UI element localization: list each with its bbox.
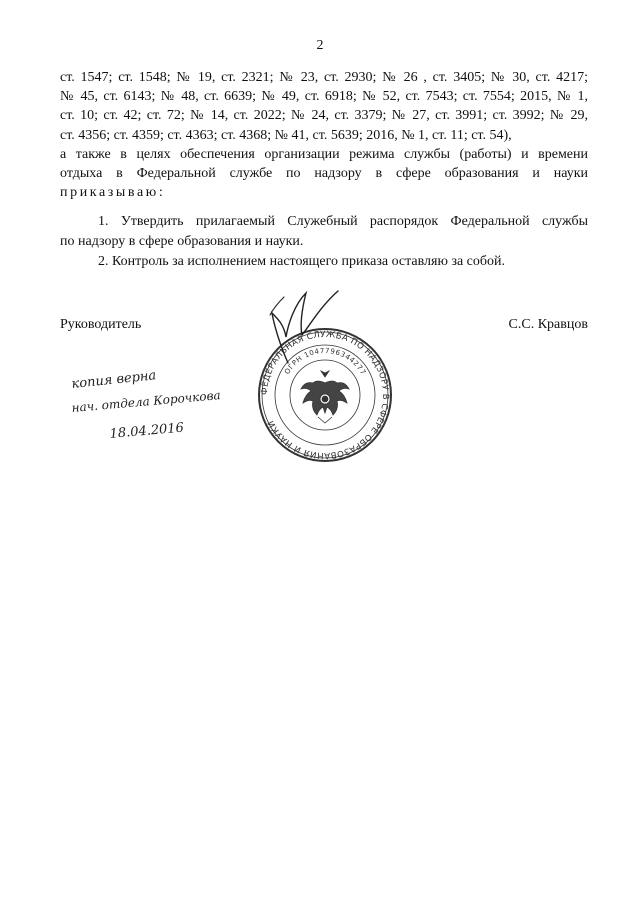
handwritten-signature [250,285,360,365]
signatory-title: Руководитель [60,317,142,332]
order-items [60,212,588,272]
order-item-1: 1. Утвердить прилагаемый Служебный распорядок Федеральной службы [98,214,588,229]
order-item-1-continuation: по надзору в сфере образования и науки. [60,234,304,249]
body-line: № 45, ст. 6143; № 48, ст. 6639; № 49, ст. 6918; № 52, ст. 7543; ст. 7554; 2015, № 1, [60,89,588,105]
body-paragraph [60,68,588,202]
body-line: ст. 4356; ст. 4359; ст. 4363; ст. 4368; № 41, ст. 5639; 2016, № 1, ст. 11; ст. 54), [60,127,512,143]
directive-word: приказываю: [60,185,166,201]
body-line: отдыха в Федеральной службе по надзору в сфере образования и науки [60,165,588,181]
body-line: ст. 1547; ст. 1548; № 19, ст. 2321; № 23, ст. 2930; № 26 , ст. 3405; № 30, ст. 4217; [60,70,588,85]
svg-text:нач. отдела Корочкова: нач. отдела Корочкова [71,388,222,415]
body-line: ст. 10; ст. 42; ст. 72; № 14, ст. 2022; № 24, ст. 3379; № 27, ст. 3991; ст. 3992; № 29, [60,108,588,124]
coat-of-arms-icon [301,371,349,423]
page-number: 2 [316,38,324,53]
svg-text:18.04.2016: 18.04.2016 [109,420,185,442]
signatory-name: С.С. Кравцов [508,317,588,332]
svg-text:ОГРН 1047796344277: ОГРН 1047796344277 [283,346,368,377]
svg-text:копия верна: копия верна [70,368,157,392]
handwritten-copy-certification [66,368,246,448]
order-item-2: 2. Контроль за исполнением настоящего приказа оставляю за собой. [98,254,506,269]
body-line: а также в целях обеспечения организации режима службы (работы) и времени [60,146,588,162]
svg-text:ФЕДЕРАЛЬНАЯ СЛУЖБА ПО НАДЗОРУ: ФЕДЕРАЛЬНАЯ СЛУЖБА ПО НАДЗОРУ В СФЕРЕ ОБРАЗОВАНИЯ И НАУКИ [259,329,391,461]
